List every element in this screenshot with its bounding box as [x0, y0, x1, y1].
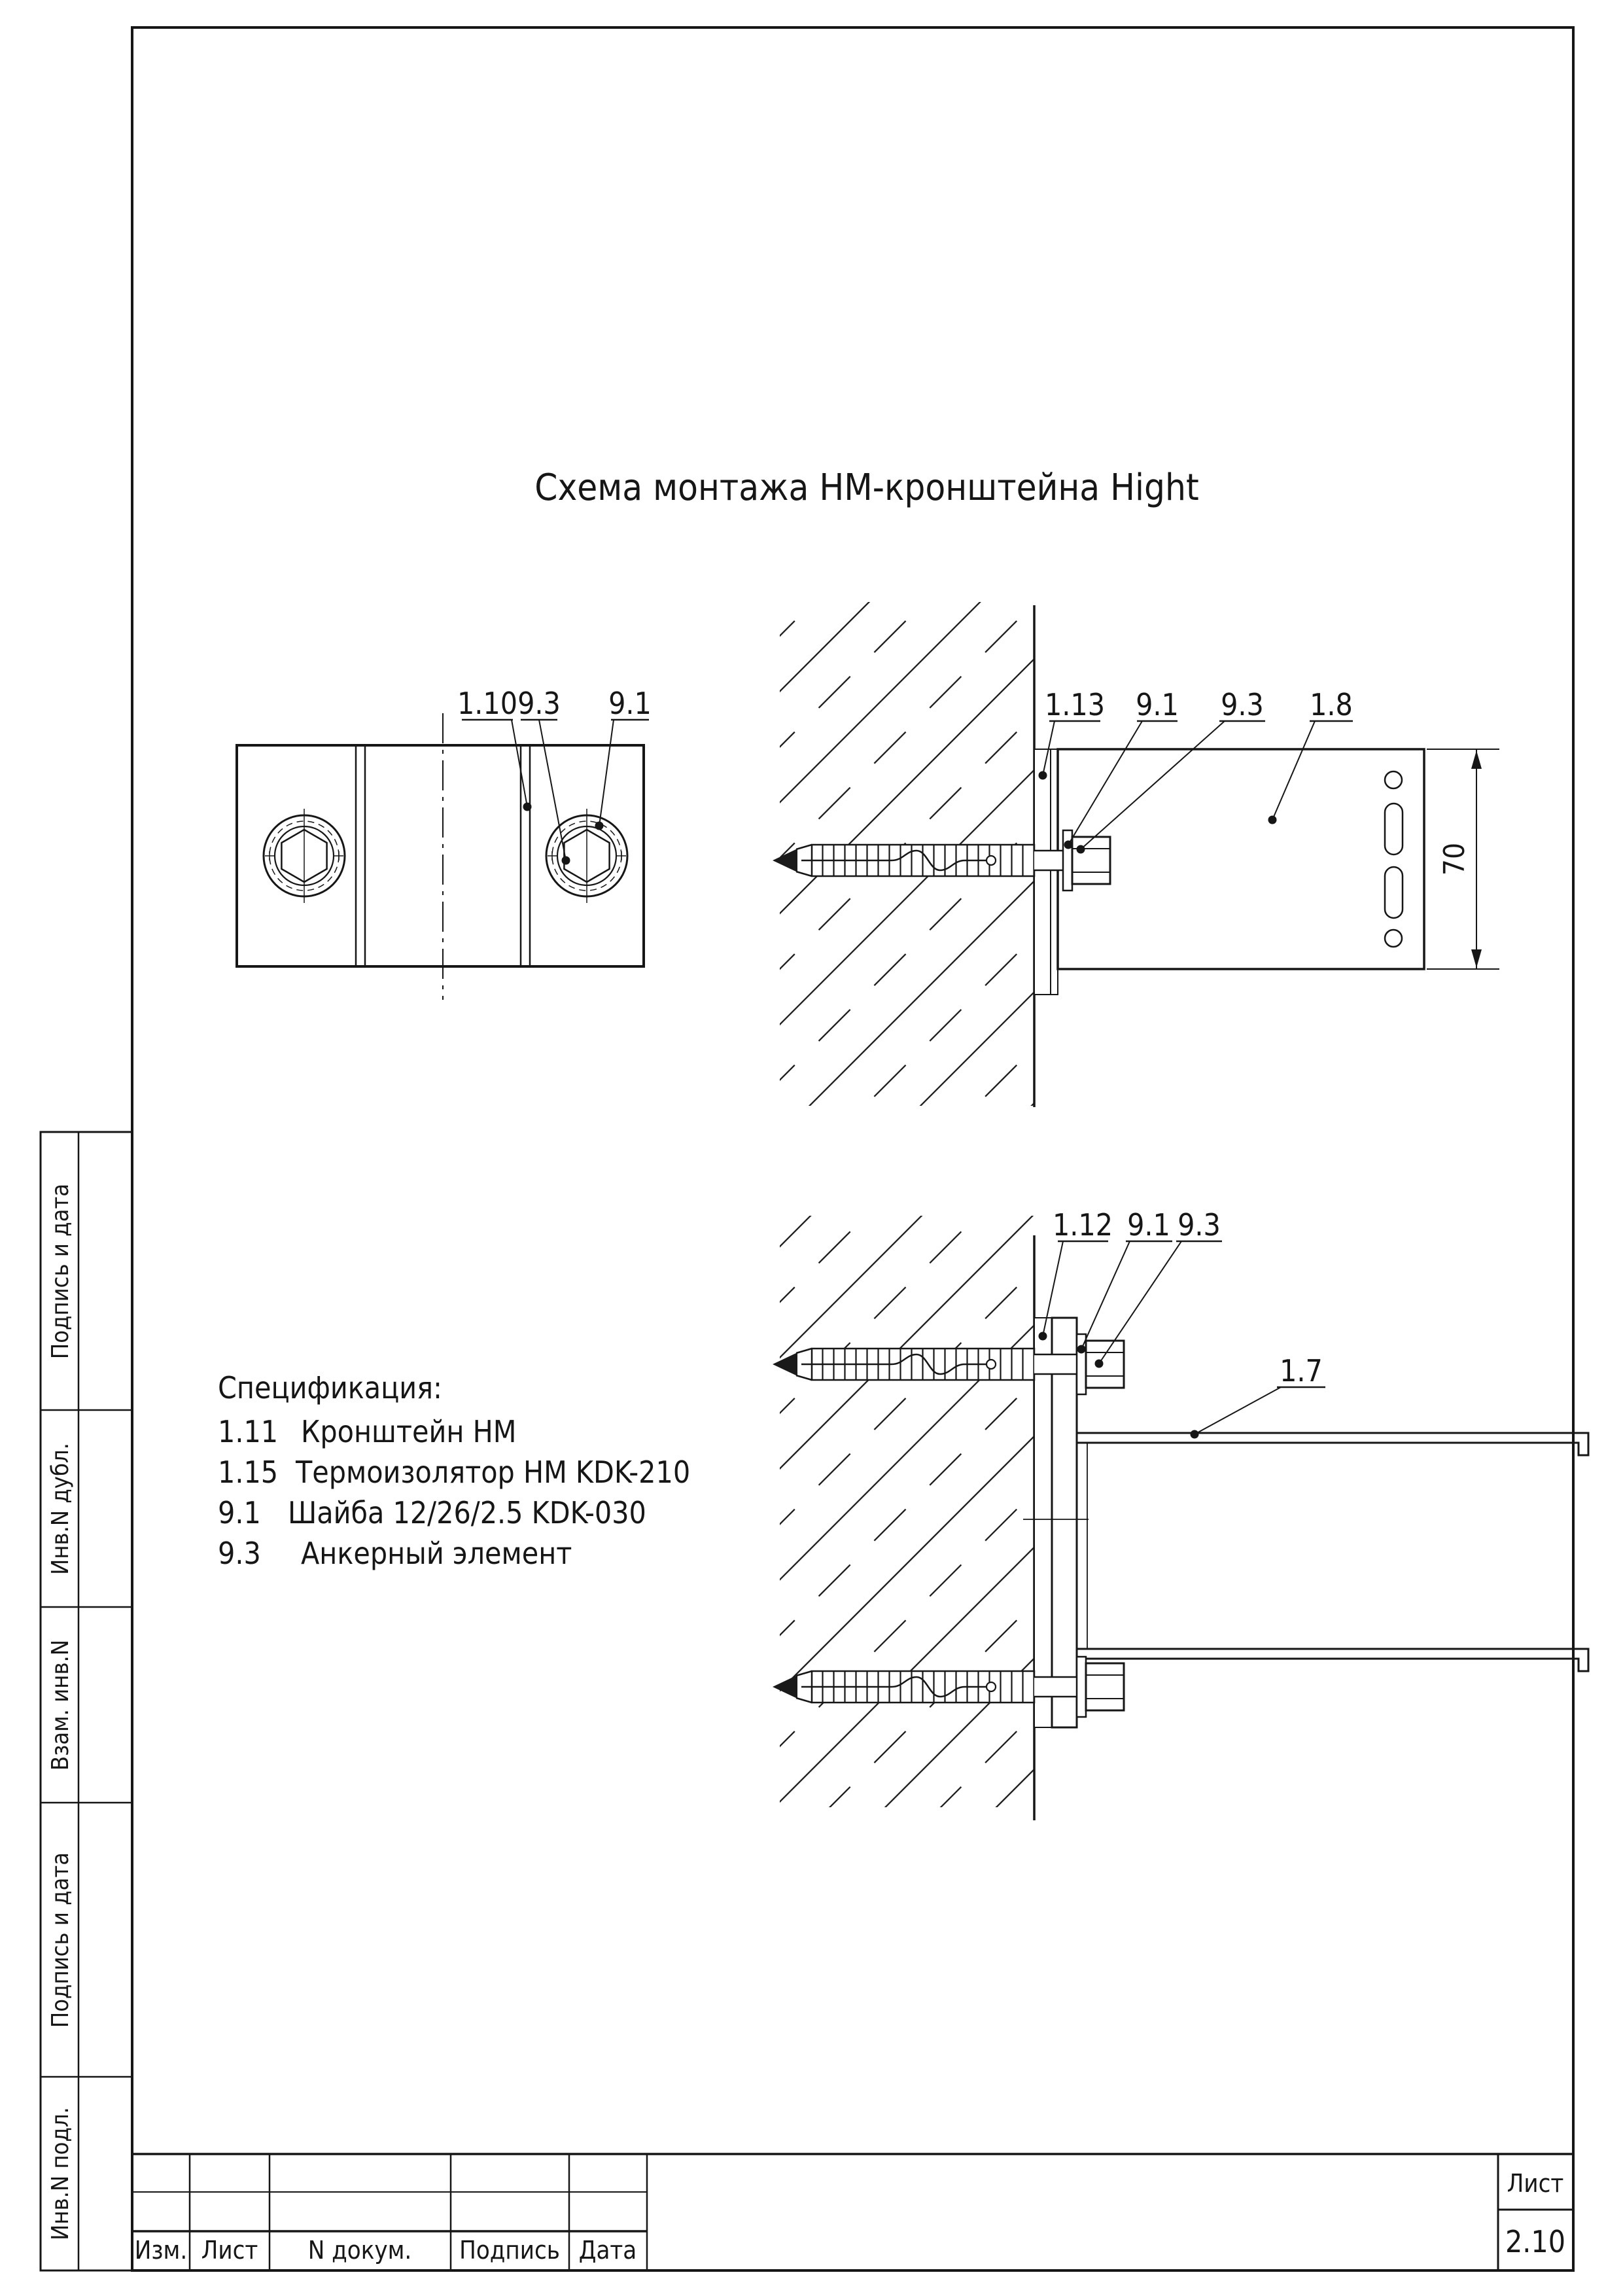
callout-label-washer: 9.1 — [1136, 687, 1179, 722]
callout-label-thermo: 1.13 — [1044, 687, 1106, 722]
callout-label-bracket: 1.10 — [457, 686, 518, 721]
anchor-washer-nut — [1063, 830, 1110, 891]
sidebar-cell-inv-podl: Инв.N подл. — [47, 2107, 74, 2240]
spec-item-name: Шайба 12/26/2.5 KDK-030 — [288, 1495, 646, 1530]
sidebar-cell-vzam-inv: Взам. инв.N — [47, 1639, 74, 1771]
bracket-base-plate — [1052, 1318, 1077, 1727]
spec-item-num: 1.11 — [218, 1414, 279, 1449]
callout-label-anchor: 9.3 — [1178, 1207, 1221, 1243]
bracket-arm-bottom — [1077, 1649, 1588, 1671]
section-view-top — [773, 602, 1499, 1107]
top-section-callouts — [1039, 687, 1353, 854]
callout-label-thermo: 1.12 — [1052, 1207, 1113, 1243]
spec-item-name: Кронштейн НМ — [301, 1414, 517, 1449]
page-title: Схема монтажа НМ-кронштейна Hight — [534, 467, 1199, 509]
bracket-face-outline — [237, 745, 644, 966]
title-block — [132, 2154, 1573, 2270]
anchor-dowel-upper — [773, 1349, 1034, 1380]
callout-label-anchor: 9.3 — [517, 686, 561, 721]
titleblock-col-date: Дата — [578, 2236, 637, 2265]
section-view-bottom — [773, 1207, 1588, 1820]
anchor-washer-nut-lower — [1077, 1657, 1124, 1717]
spec-item-num: 9.1 — [218, 1495, 261, 1530]
sidebar-cell-podpis-data-1: Подпись и дата — [47, 1183, 74, 1360]
anchor-head-face-left — [264, 809, 345, 903]
titleblock-col-sign: Подпись — [459, 2236, 560, 2265]
spec-heading: Спецификация: — [218, 1370, 443, 1405]
bracket-arm-top — [1077, 1433, 1588, 1455]
anchor-dowel — [773, 845, 1034, 876]
sheet-number-box — [1498, 2154, 1573, 2270]
dimension-70 — [1427, 749, 1499, 969]
spec-item-num: 9.3 — [218, 1536, 261, 1571]
specification-block — [218, 1370, 690, 1571]
spec-item-name: Анкерный элемент — [301, 1536, 572, 1571]
anchor-dowel-lower — [773, 1671, 1034, 1703]
titleblock-col-list: Лист — [201, 2236, 258, 2265]
sheet-number: 2.10 — [1505, 2224, 1566, 2259]
sidebar-cell-inv-dubl: Инв.N дубл. — [47, 1443, 74, 1575]
titleblock-col-doc: N докум. — [307, 2236, 412, 2265]
spec-item-num: 1.15 — [218, 1455, 279, 1490]
face-view — [237, 686, 652, 1000]
callout-label-washer: 9.1 — [608, 686, 652, 721]
callout-label-anchor: 9.3 — [1221, 687, 1264, 722]
sidebar-stamp — [41, 1132, 132, 2270]
dim-text: 70 — [1438, 842, 1471, 876]
sidebar-cell-podpis-data-2: Подпись и дата — [47, 1852, 74, 2028]
sheet-frame — [132, 27, 1573, 2270]
bottom-section-callouts — [1039, 1207, 1326, 1439]
bracket-side-outline — [1058, 749, 1424, 969]
spec-item-name: Термоизолятор НМ KDK-210 — [296, 1455, 691, 1490]
titleblock-col-izm: Изм. — [134, 2236, 188, 2265]
callout-label-bracket: 1.8 — [1310, 687, 1353, 722]
callout-label-washer: 9.1 — [1127, 1207, 1170, 1243]
sheet-label: Лист — [1507, 2169, 1564, 2198]
callout-label-guide: 1.7 — [1280, 1353, 1323, 1388]
wall-hatch — [780, 1216, 1034, 1807]
